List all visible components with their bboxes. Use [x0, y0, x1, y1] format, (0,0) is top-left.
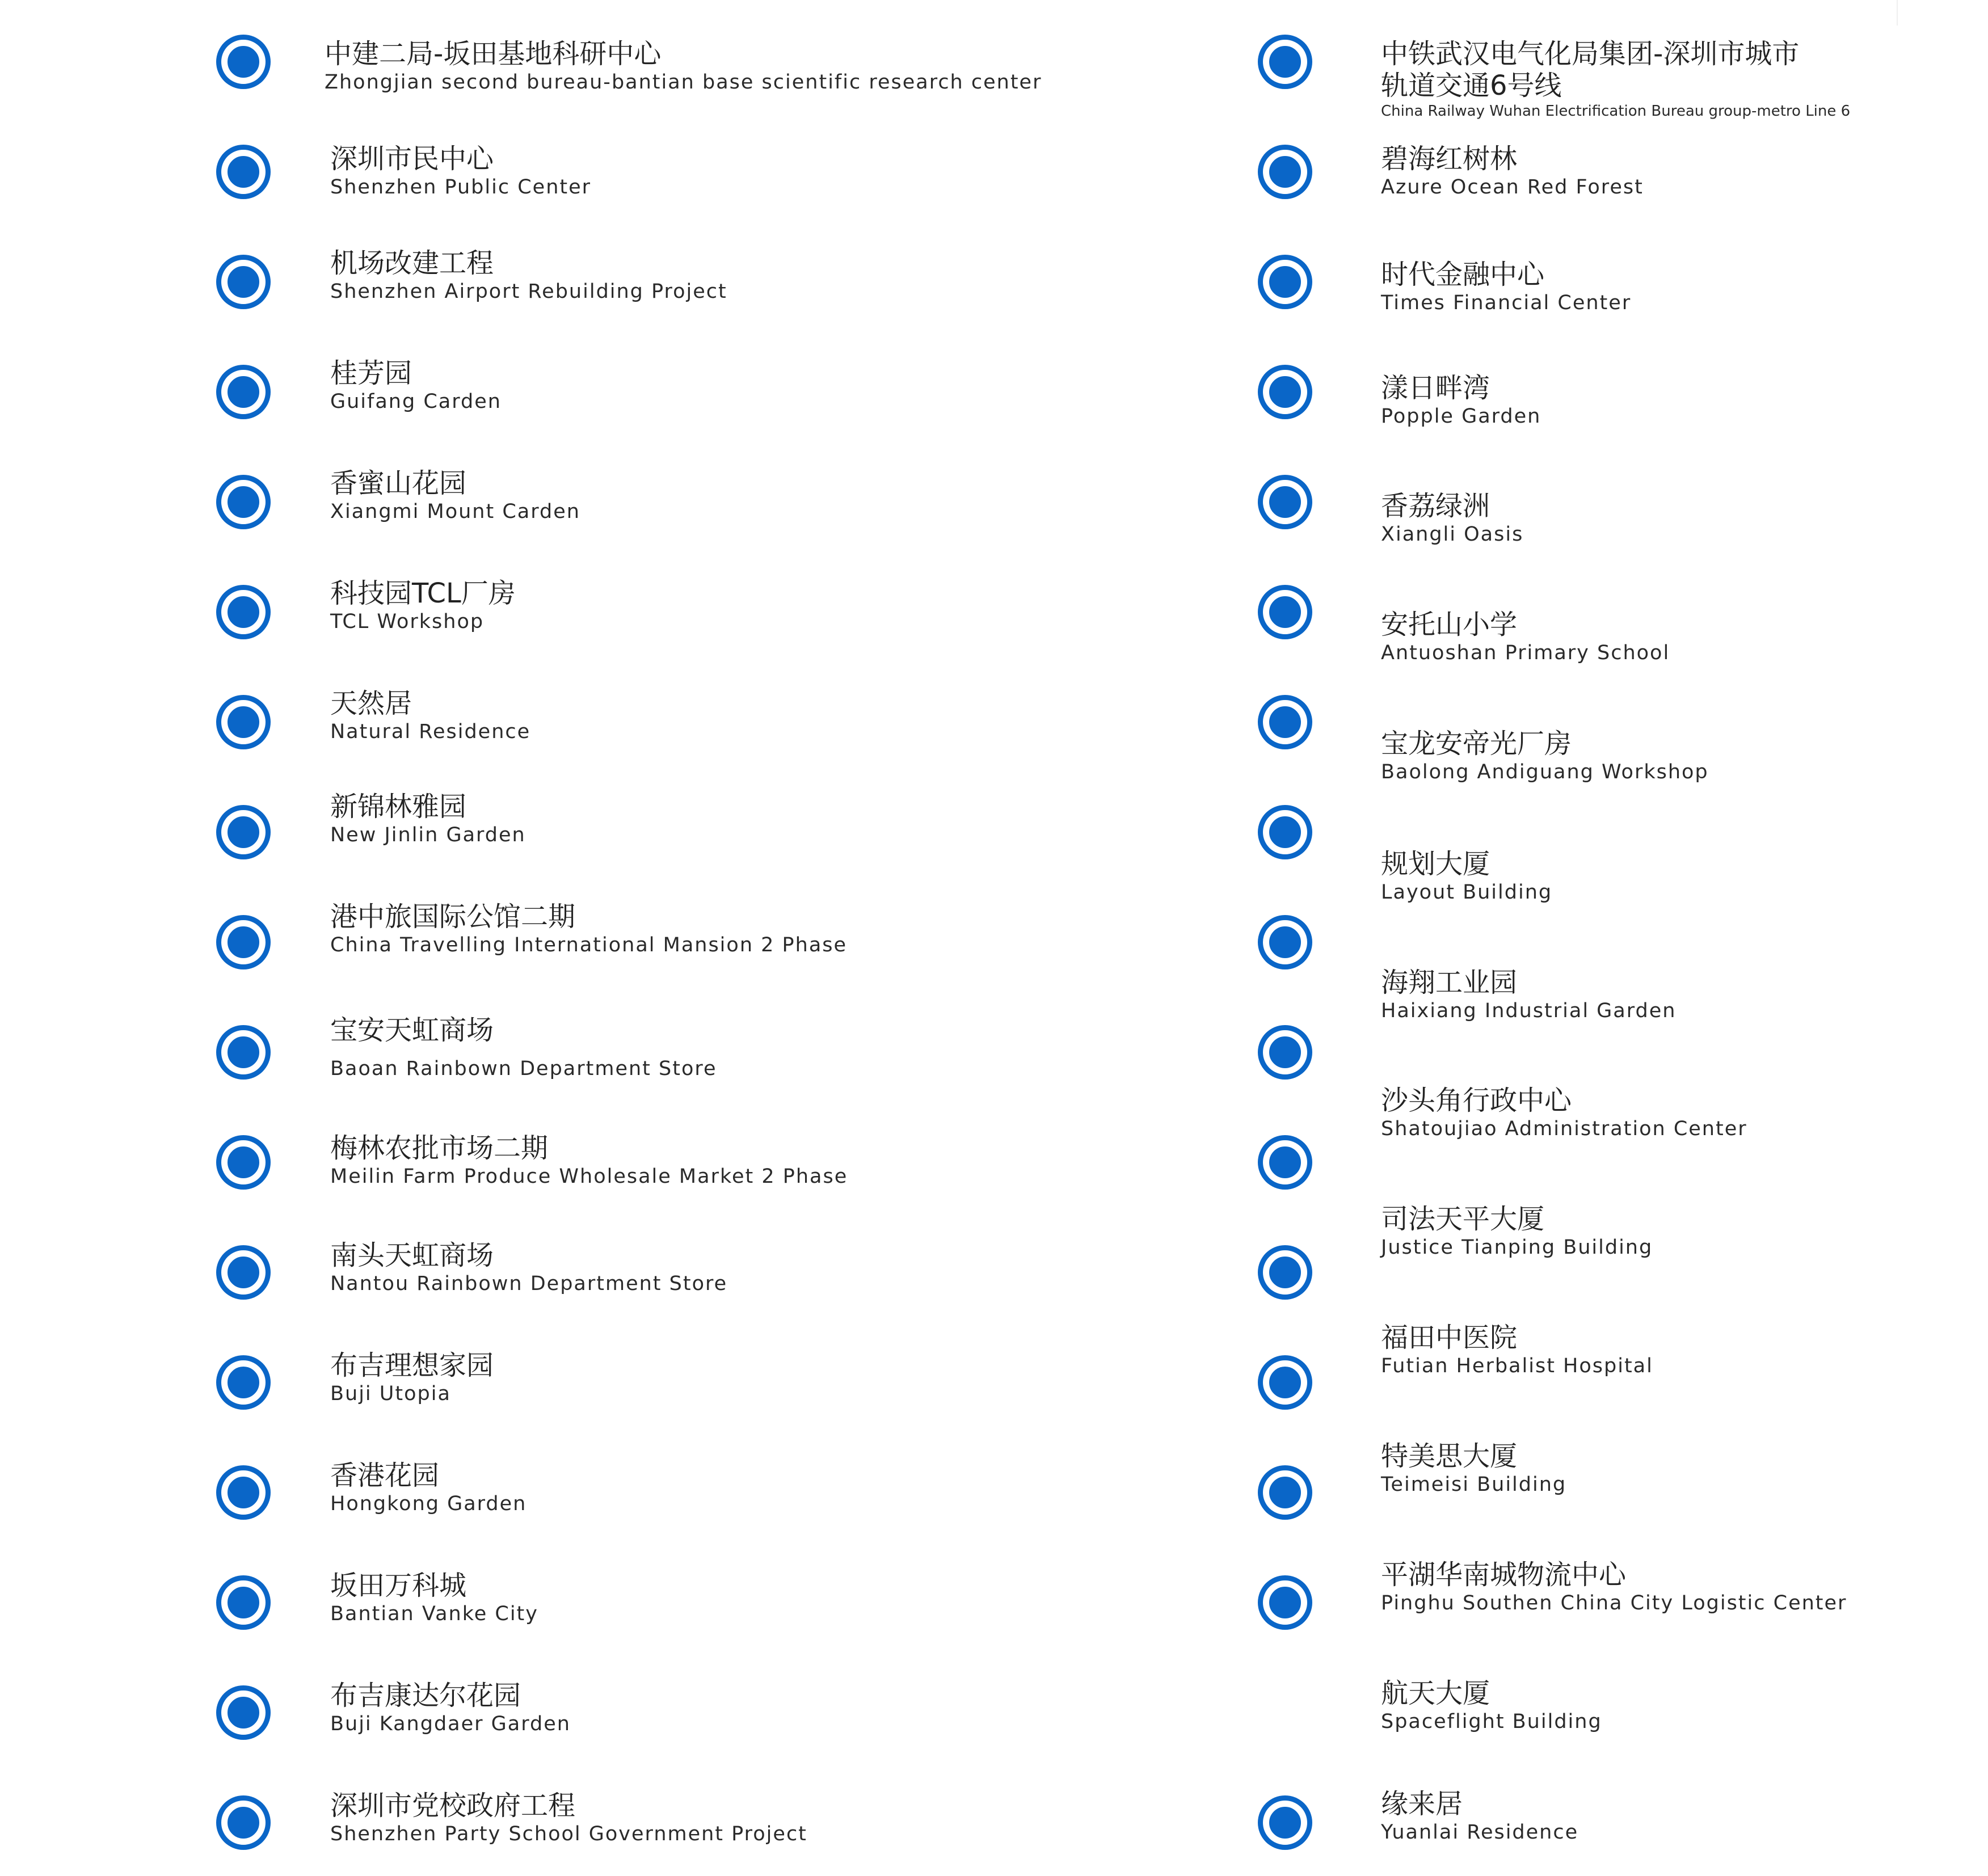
item-name-zh: 香荔绿洲 [1381, 490, 1490, 522]
bullet-icon [221, 1801, 266, 1845]
item-name-zh: 漾日畔湾 [1381, 372, 1490, 404]
bullet-icon [1263, 40, 1307, 84]
item-text [1381, 372, 1541, 429]
bullet-icon [1263, 590, 1307, 634]
item-text [1381, 490, 1523, 547]
item-name-zh: 布吉康达尔花园 [330, 1680, 521, 1711]
item-text [1381, 143, 1644, 200]
item-name-zh: 深圳市党校政府工程 [330, 1790, 576, 1822]
item-text [1381, 1440, 1566, 1497]
item-name-zh: 中铁武汉电气化局集团-深圳市城市 [1381, 38, 1800, 70]
bullet-icon [1263, 1140, 1307, 1184]
item-name-en: Teimeisi Building [1381, 1473, 1567, 1496]
item-name-zh: 科技园TCL厂房 [330, 577, 516, 609]
item-name-en: New Jinlin Garden [330, 824, 526, 846]
item-name-zh: 新锦林雅园 [330, 791, 467, 823]
item-text [1381, 1203, 1653, 1260]
bullet-icon [221, 1580, 266, 1625]
item-text [1381, 728, 1709, 785]
item-name-en: China Railway Wuhan Electrification Bureau group-metro Line 6 [1381, 103, 1851, 120]
item-name-zh: 桂芳园 [330, 357, 412, 389]
bullet-icon [1263, 480, 1307, 524]
edge-divider [1897, 0, 1898, 26]
item-name-en: Guifang Carden [330, 390, 502, 413]
item-text [330, 357, 502, 414]
bullet-icon [1263, 1360, 1307, 1405]
item-name-zh: 梅林农批市场二期 [330, 1132, 549, 1164]
item-text [1381, 1085, 1747, 1141]
bullet-icon [221, 1250, 266, 1295]
item-name-en: Layout Building [1381, 881, 1553, 904]
item-name-en: Hongkong Garden [330, 1493, 527, 1515]
item-text [330, 1570, 538, 1626]
item-name-en: Buji Kangdaer Garden [330, 1713, 571, 1735]
bullet-icon [221, 920, 266, 964]
item-name-zh: 深圳市民中心 [330, 143, 494, 175]
item-text [330, 143, 591, 200]
item-name-en: Popple Garden [1381, 405, 1541, 428]
item-text [330, 1014, 717, 1081]
bullet-icon [221, 590, 266, 634]
item-text [1381, 38, 1850, 121]
item-text [1381, 1322, 1653, 1378]
item-name-zh: 福田中医院 [1381, 1322, 1518, 1354]
item-text [1381, 848, 1552, 905]
item-name-zh: 碧海红树林 [1381, 143, 1518, 175]
item-text [330, 1240, 727, 1296]
bullet-icon [221, 1030, 266, 1074]
bullet-icon [1263, 1580, 1307, 1625]
item-text [1381, 1788, 1578, 1845]
item-name-en: Meilin Farm Produce Wholesale Market 2 Phase [330, 1165, 848, 1188]
bullet-icon [1263, 150, 1307, 194]
bullet-icon [1263, 1470, 1307, 1515]
item-name-en: Baolong Andiguang Workshop [1381, 761, 1709, 783]
item-text [330, 901, 847, 958]
bullet-icon [1263, 1250, 1307, 1295]
item-name-zh: 缘来居 [1381, 1788, 1463, 1820]
bullet-icon [1263, 700, 1307, 744]
item-name-en: Buji Utopia [330, 1382, 451, 1405]
item-name-en: Zhongjian second bureau-bantian base scientific research center [325, 71, 1042, 94]
item-name-en: Times Financial Center [1381, 292, 1632, 314]
item-text [330, 1132, 848, 1189]
item-text [330, 247, 727, 304]
item-name-en: Natural Residence [330, 720, 531, 743]
item-text [1381, 1677, 1602, 1734]
bullet-icon [1263, 1030, 1307, 1074]
item-name-en: Shenzhen Airport Rebuilding Project [330, 280, 727, 303]
item-name-en: Shenzhen Party School Government Project [330, 1823, 807, 1845]
item-name-en: TCL Workshop [330, 610, 485, 633]
item-name-zh: 宝龙安帝光厂房 [1381, 728, 1572, 760]
item-name-zh: 平湖华南城物流中心 [1381, 1559, 1627, 1591]
item-name-en: Shenzhen Public Center [330, 176, 592, 199]
item-text [1381, 1559, 1847, 1616]
bullet-icon [1263, 1801, 1307, 1845]
item-text [325, 38, 1042, 95]
item-text [330, 1790, 807, 1847]
item-name-zh: 安托山小学 [1381, 609, 1518, 640]
item-name-zh-line2: 轨道交通6号线 [1381, 70, 1562, 102]
item-text [1381, 609, 1670, 665]
item-name-en: Haixiang Industrial Garden [1381, 1000, 1677, 1022]
item-text [330, 467, 580, 524]
item-name-en: Azure Ocean Red Forest [1381, 176, 1644, 199]
item-name-en: Xiangli Oasis [1381, 523, 1524, 546]
bullet-icon [221, 370, 266, 414]
bullet-icon [221, 1140, 266, 1184]
item-name-zh: 香蜜山花园 [330, 467, 467, 499]
bullet-icon [221, 810, 266, 854]
item-name-zh: 宝安天虹商场 [330, 1014, 494, 1046]
item-text [330, 1680, 571, 1736]
item-text [330, 688, 530, 744]
item-name-en: Spaceflight Building [1381, 1710, 1602, 1733]
item-name-en: Xiangmi Mount Carden [330, 500, 580, 523]
item-name-zh: 中建二局-坂田基地科研中心 [325, 38, 662, 70]
item-name-zh: 海翔工业园 [1381, 967, 1518, 998]
bullet-icon [1263, 920, 1307, 964]
bullet-icon [221, 1690, 266, 1735]
item-text [330, 1460, 527, 1516]
bullet-icon [221, 150, 266, 194]
item-name-en: Yuanlai Residence [1381, 1821, 1579, 1844]
item-name-en: Nantou Rainbown Department Store [330, 1272, 728, 1295]
bullet-icon [221, 1470, 266, 1515]
item-text [1381, 259, 1631, 315]
item-name-zh: 坂田万科城 [330, 1570, 467, 1601]
item-name-en: Pinghu Southen China City Logistic Center [1381, 1592, 1847, 1614]
item-text [330, 791, 526, 848]
item-name-en: Justice Tianping Building [1381, 1236, 1653, 1259]
bullet-icon [221, 700, 266, 744]
item-name-zh: 司法天平大厦 [1381, 1203, 1545, 1235]
bullet-icon [221, 40, 266, 84]
item-name-zh: 沙头角行政中心 [1381, 1085, 1572, 1116]
item-name-en: Antuoshan Primary School [1381, 642, 1670, 664]
item-name-en: Futian Herbalist Hospital [1381, 1355, 1653, 1377]
item-text [330, 577, 516, 634]
bullet-icon [1263, 370, 1307, 414]
item-name-zh: 布吉理想家园 [330, 1350, 494, 1381]
bullet-icon [1263, 810, 1307, 854]
item-name-zh: 港中旅国际公馆二期 [330, 901, 576, 933]
item-name-en: Baoan Rainbown Department Store [330, 1057, 717, 1080]
bullet-icon [221, 1360, 266, 1405]
item-text [330, 1350, 494, 1406]
item-name-zh: 天然居 [330, 688, 412, 719]
item-name-zh: 机场改建工程 [330, 247, 494, 279]
item-name-zh: 特美思大厦 [1381, 1440, 1518, 1472]
bullet-icon [221, 480, 266, 524]
item-name-zh: 时代金融中心 [1381, 259, 1545, 290]
item-name-en: Shatoujiao Administration Center [1381, 1118, 1747, 1140]
item-name-zh: 香港花园 [330, 1460, 440, 1491]
item-name-en: Bantian Vanke City [330, 1603, 538, 1625]
item-text [1381, 967, 1676, 1023]
bullet-icon [221, 260, 266, 304]
item-name-zh: 南头天虹商场 [330, 1240, 494, 1271]
item-name-en: China Travelling International Mansion 2 Phase [330, 934, 848, 956]
item-name-zh: 航天大厦 [1381, 1677, 1490, 1709]
bullet-icon [1263, 260, 1307, 304]
item-name-zh: 规划大厦 [1381, 848, 1490, 880]
